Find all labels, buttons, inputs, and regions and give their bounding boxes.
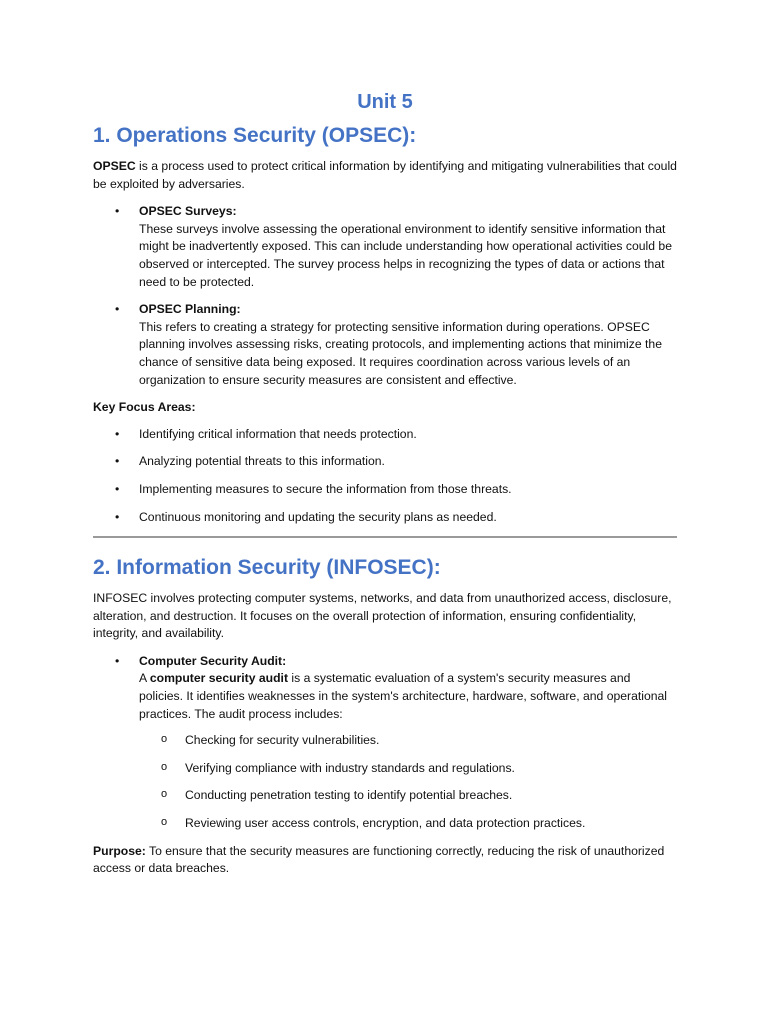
opsec-planning-text: This refers to creating a strategy for protecting sensitive information during operations. OPSEC planning involves assessing risks, creating protocols, and implementing actions that minimize the chance of sensitive data being exposed. It requires coordination across various levels of an organization to ensure security measures are consistent and effective. (139, 319, 662, 387)
audit-term: computer security audit (149, 671, 289, 686)
opsec-intro-text: is a process used to protect critical information by identifying and mitigating vulnerabilities that could be exploited by adversaries. (93, 159, 677, 191)
list-item: o Verifying compliance with industry standards and regulations. (139, 760, 677, 778)
purpose-label: Purpose: (93, 843, 146, 858)
list-item: o Conducting penetration testing to identify potential breaches. (139, 787, 677, 805)
audit-steps-list (139, 732, 677, 832)
opsec-surveys-title: OPSEC Surveys: (139, 204, 237, 219)
section-2-heading: 2. Information Security (INFOSEC): (93, 556, 441, 580)
infosec-items-list (93, 653, 677, 833)
list-item (93, 203, 677, 291)
opsec-term: OPSEC (93, 159, 136, 173)
section-1-heading: 1. Operations Security (OPSEC): (93, 124, 417, 147)
opsec-planning-title: OPSEC Planning: (139, 302, 241, 317)
list-item: • Continuous monitoring and updating the security plans as needed. (93, 509, 677, 527)
list-item: • Identifying critical information that needs protection. (93, 426, 677, 444)
list-item: • Analyzing potential threats to this information. (93, 453, 677, 471)
list-item (93, 653, 677, 833)
purpose-paragraph (93, 843, 677, 878)
list-item: • Implementing measures to secure the information from those threats. (93, 481, 677, 499)
section-divider (93, 536, 677, 538)
unit-title: Unit 5 (357, 91, 413, 113)
key-focus-label-text: Key Focus Areas: (93, 400, 196, 415)
purpose-text: To ensure that the security measures are functioning correctly, reducing the risk of unauthorized access or data breaches. (93, 843, 665, 876)
list-item (93, 301, 677, 389)
document-page (93, 88, 677, 888)
opsec-intro (93, 158, 677, 193)
infosec-intro: INFOSEC involves protecting computer systems, networks, and data from unauthorized access, disclosure, alteration, and destruction. It focuses on the overall protection of information, ensuring confidentiality, integrity, and availability. (93, 591, 672, 641)
audit-text: is a systematic evaluation of a system's security measures and policies. It identifies weaknesses in the system's architecture, hardware, software, and operational practices. The audit process includes: (139, 671, 668, 721)
key-focus-list (93, 426, 677, 526)
list-item: o Checking for security vulnerabilities. (139, 732, 677, 750)
key-focus-label (93, 399, 677, 417)
audit-lead: A (139, 671, 150, 686)
audit-title: Computer Security Audit: (139, 653, 287, 668)
list-item: o Reviewing user access controls, encryption, and data protection practices. (139, 815, 677, 833)
opsec-surveys-text: These surveys involve assessing the operational environment to identify sensitive information that might be inadvertently exposed. This can include understanding how operational activities could be observed or intercepted. The survey process helps in recognizing the types of data or actions that need to be protected. (139, 221, 672, 289)
opsec-items-list (93, 203, 677, 389)
